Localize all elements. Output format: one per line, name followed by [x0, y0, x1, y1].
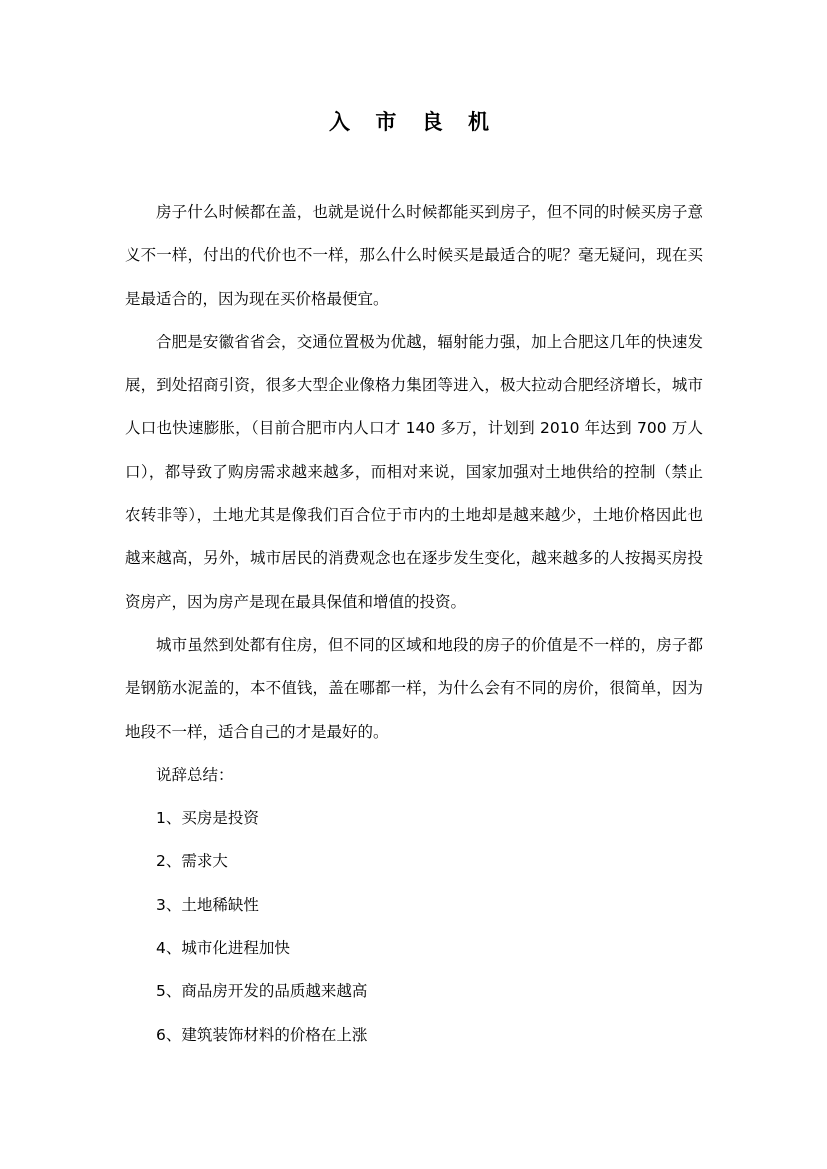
- paragraph-3: 城市虽然到处都有住房，但不同的区域和地段的房子的价值是不一样的，房子都是钢筋水泥盖的，本不值钱，盖在哪都一样，为什么会有不同的房价，很简单，因为地段不一样，适合自己的才是最好的。: [125, 635, 703, 741]
- document-body: [125, 191, 703, 1057]
- summary-item-3: 3、土地稀缺性: [156, 895, 259, 914]
- summary-list: [125, 797, 703, 1057]
- summary-item-2: 2、需求大: [156, 852, 228, 871]
- summary-item-6: 6、建筑装饰材料的价格在上涨: [156, 1025, 368, 1044]
- paragraph-1: 房子什么时候都在盖，也就是说什么时候都能买到房子，但不同的时候买房子意义不一样，付出的代价也不一样，那么什么时候买是最适合的呢？毫无疑问，现在买是最适合的，因为现在买价格最便宜。: [125, 203, 703, 308]
- paragraph-2: 合肥是安徽省省会，交通位置极为优越，辐射能力强，加上合肥这几年的快速发展，到处招商引资，很多大型企业像格力集团等进入，极大拉动合肥经济增长，城市人口也快速膨胀，（目前合肥市内人口才 140 多万，计划到 2010 年达到 700 万人口），都导致了购房需求越来越多，而相对来说，国家加强对土地供给的控制（禁止农转非等），土地尤其是像我们百合位于市内的土地却是越来越少，土地价格因此也越来越高，另外，城市居民的消费观念也在逐步发生变化，越来越多的人按揭买房投资房产，因为房产是现在最具保值和增值的投资。: [125, 332, 703, 611]
- summary-item-5: 5、商品房开发的品质越来越高: [156, 982, 368, 1001]
- document-title: 入 市 良 机: [329, 110, 498, 134]
- summary-item-1: 1、买房是投资: [156, 809, 259, 828]
- summary-heading: 说辞总结：: [156, 765, 234, 784]
- summary-item-4: 4、城市化进程加快: [156, 939, 290, 958]
